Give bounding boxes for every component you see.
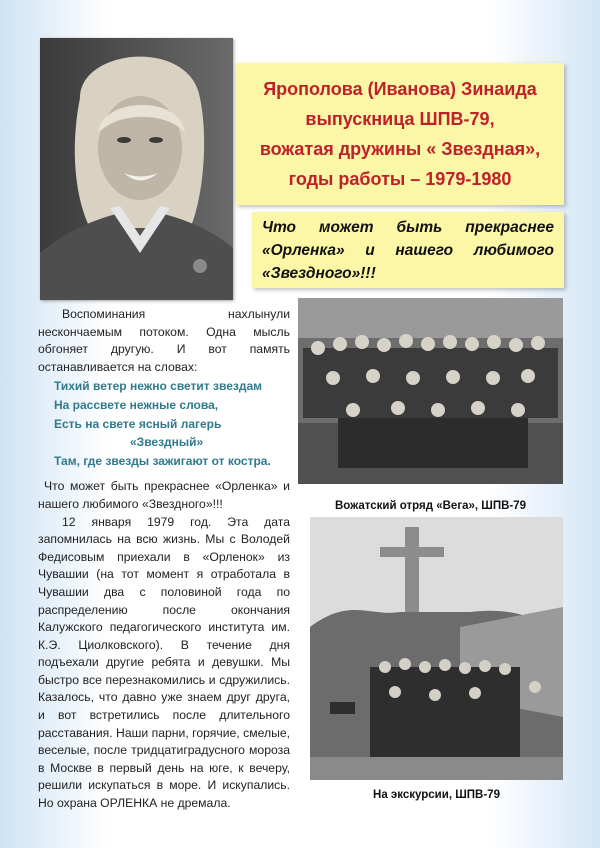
title-box	[236, 63, 564, 205]
quote-line-1: Что может быть прекраснее	[262, 219, 554, 236]
poem-line: Там, где звезды зажигают от костра.	[54, 453, 271, 468]
quote-line-3: «Звездного»!!!	[262, 265, 376, 282]
team-photo-caption: Вожатский отряд «Вега», ШПВ-79	[334, 500, 527, 512]
portrait-photo	[40, 38, 233, 300]
quote-box	[252, 212, 564, 288]
memoir-paragraph-1: Воспоминания нахлынули нескончаемым потоком. Одна мысль обгоняет другую. И вот память останавливается на словах:	[38, 307, 290, 374]
poem-line: На рассвете нежные слова,	[54, 397, 219, 412]
memoir-paragraph-2: Что может быть прекраснее «Орленка» и нашего любимого «Звездного»!!!	[38, 479, 290, 511]
poem-line: Есть на свете ясный лагерь	[54, 416, 222, 431]
poem-line: «Звездный»	[130, 435, 204, 450]
excursion-photo-caption: На экскурсии, ШПВ-79	[373, 789, 500, 801]
title-role: вожатая дружины « Звездная»,	[259, 139, 541, 159]
poem	[54, 377, 290, 470]
title-years: годы работы – 1979-1980	[288, 169, 512, 189]
quote-line-2: «Орленка» и нашего любимого	[262, 242, 554, 259]
title-name: Ярополова (Иванова) Зинаида	[263, 79, 537, 99]
memoir-paragraph-3: 12 января 1979 год. Эта дата запомнилась на всю жизнь. Мы с Володей Федисовым приехали в «Орленок» из Чувашии (на тот момент я отработала в Чувашии два с половиной года по распределению после окончания Калужского педагогического института им. К.Э. Циолковского). В течение дня подъехали другие ребята и девушки. Мы быстро все перезнакомились и сдружились. Казалось, что давно уже знаем друг друга, и вот встретились после длительного расставания. Наши парни, горячие, смелые, веселые, после тридцатиградусного мороза в Москве в первый день на юге, к вечеру, решили искупаться в море. И искупались. Но охрана ОРЛЕНКА не дремала.	[38, 514, 290, 811]
title-graduate: выпускница ШПВ-79,	[305, 109, 495, 129]
excursion-photo	[310, 517, 563, 780]
team-photo	[298, 298, 563, 484]
memoir-text	[38, 306, 290, 813]
poem-line: Тихий ветер нежно светит звездам	[54, 379, 263, 394]
